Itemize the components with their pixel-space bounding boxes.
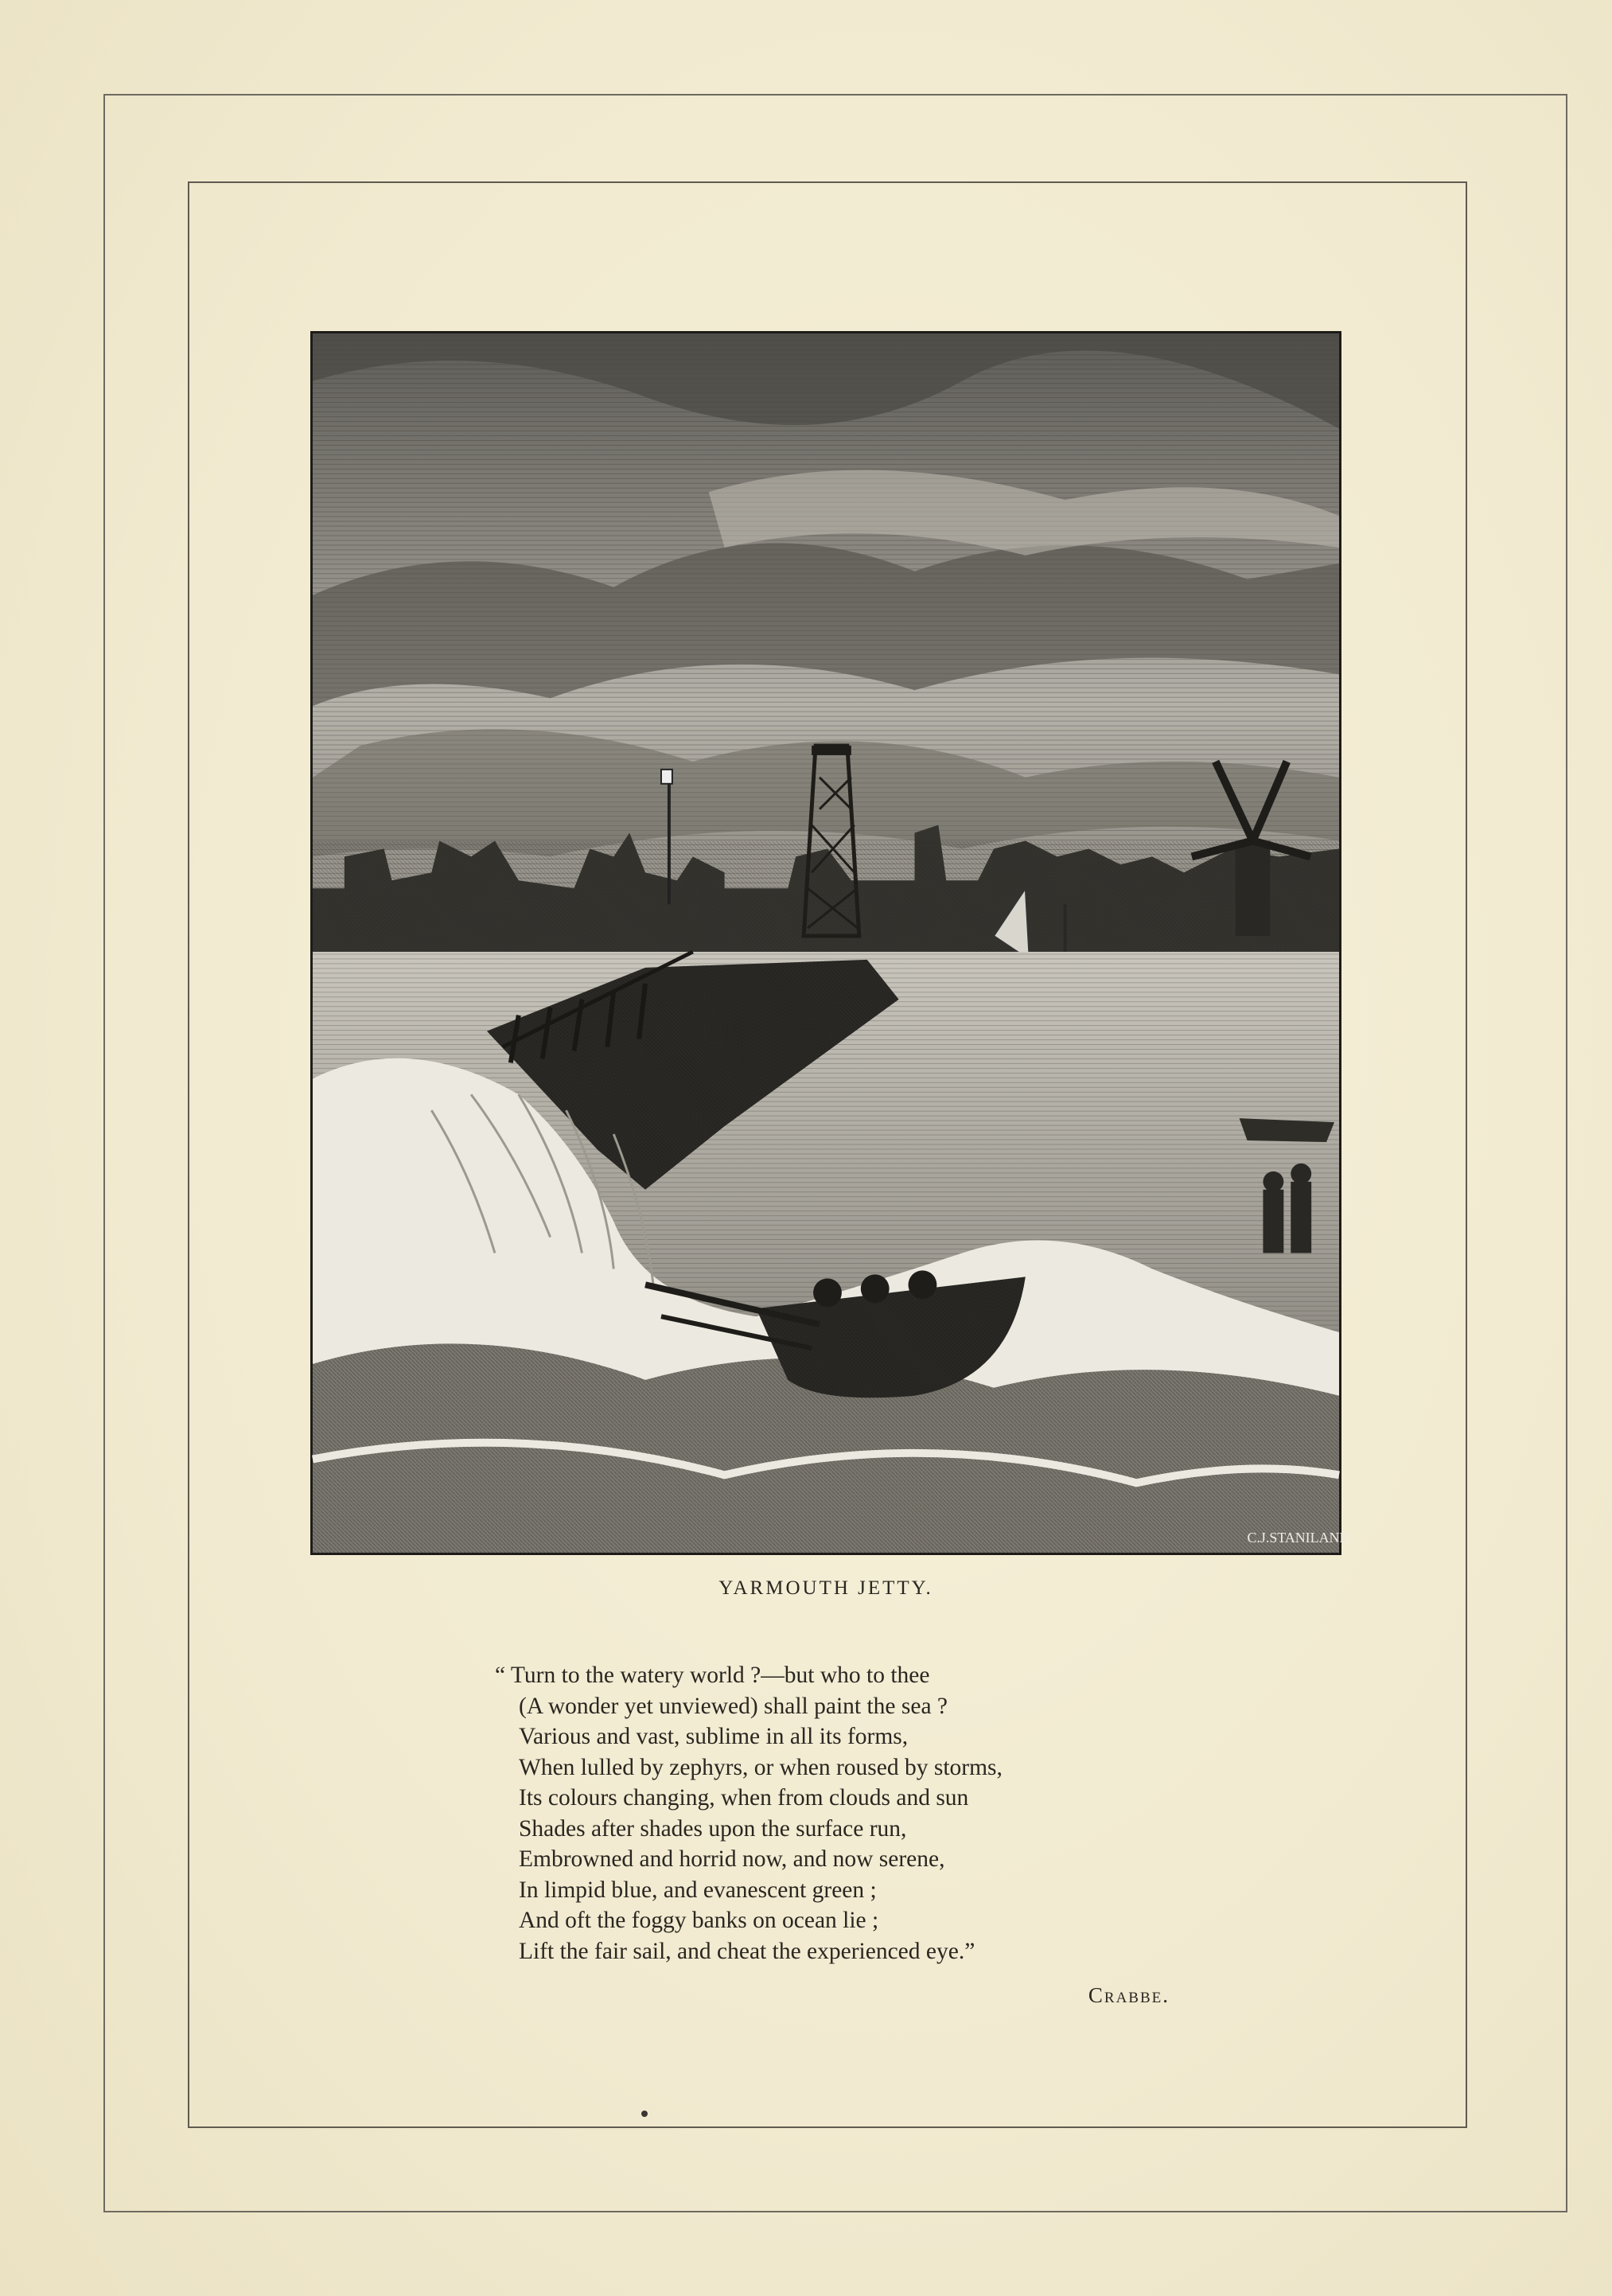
poem-line: Various and vast, sublime in all its forms, [519, 1724, 909, 1749]
engraver-signature: C.J.STANILAND [1247, 1530, 1350, 1546]
poem-attribution: Crabbe. [1088, 1983, 1170, 2007]
folio-mark [641, 2111, 648, 2117]
poem-line: Its colours changing, when from clouds and sun [519, 1785, 969, 1811]
plate-engraving [310, 331, 1350, 1555]
engraving-illustration [313, 333, 1350, 1553]
poem-line: Shades after shades upon the surface run, [519, 1815, 907, 1842]
plate-caption: YARMOUTH JETTY. [718, 1577, 933, 1599]
poem-line: And oft the foggy banks on ocean lie ; [519, 1908, 879, 1933]
poem-line: Lift the fair sail, and cheat the experienced eye.” [519, 1938, 975, 1964]
poem-line: (A wonder yet unviewed) shall paint the sea ? [519, 1693, 948, 1719]
poem-line: “ Turn to the watery world ?—but who to thee [495, 1663, 930, 1688]
poem-line: When lulled by zephyrs, or when roused by storms, [519, 1754, 1003, 1780]
poem-block [495, 1660, 1187, 1967]
poem-line: Embrowned and horrid now, and now serene, [519, 1846, 945, 1872]
poem-line: In limpid blue, and evanescent green ; [519, 1877, 877, 1903]
